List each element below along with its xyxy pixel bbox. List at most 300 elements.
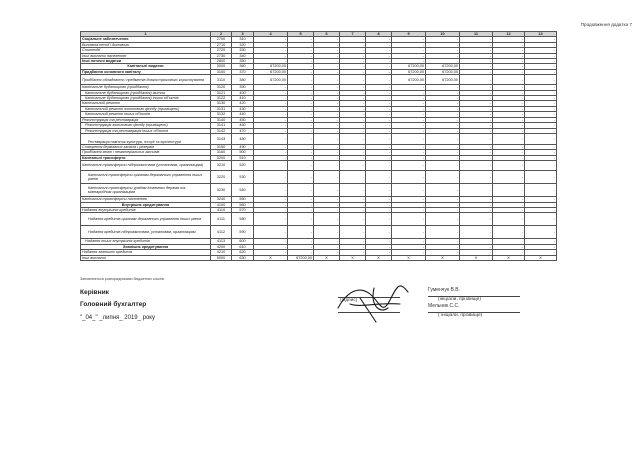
value-cell: - bbox=[254, 128, 288, 133]
header-cell: 12 bbox=[493, 32, 525, 37]
value-cell: - bbox=[460, 37, 493, 42]
row-code: 540 bbox=[232, 184, 254, 197]
value-cell: - bbox=[340, 42, 366, 47]
value-cell: - bbox=[288, 226, 314, 239]
value-cell: - bbox=[493, 53, 525, 58]
value-cell: - bbox=[525, 48, 557, 53]
kekv-code: 3110 bbox=[211, 75, 232, 85]
value-cell: - bbox=[366, 48, 392, 53]
value-cell: - bbox=[460, 53, 493, 58]
value-cell: - bbox=[493, 150, 525, 155]
value-cell: - bbox=[288, 207, 314, 212]
value-cell: - bbox=[254, 48, 288, 53]
value-cell: - bbox=[426, 37, 460, 42]
row-code: 610 bbox=[232, 244, 254, 249]
value-cell: - bbox=[426, 123, 460, 128]
kekv-code: 4110 bbox=[211, 207, 232, 212]
row-code: 310 bbox=[232, 37, 254, 42]
value-cell: - bbox=[426, 150, 460, 155]
value-cell: - bbox=[493, 123, 525, 128]
value-cell: - bbox=[340, 202, 366, 207]
value-cell: - bbox=[288, 53, 314, 58]
value-cell: - bbox=[288, 239, 314, 244]
row-label: Зовнішнє кредитування bbox=[81, 244, 211, 249]
value-cell: - bbox=[525, 101, 557, 106]
row-label: Реконструкція та реставрація bbox=[81, 117, 211, 122]
value-cell: - bbox=[254, 213, 288, 226]
kekv-code: 3142 bbox=[211, 128, 232, 133]
row-code: 620 bbox=[232, 250, 254, 255]
value-cell: - bbox=[340, 123, 366, 128]
head-name: Гуменчук В.В. bbox=[428, 287, 460, 293]
table-row bbox=[81, 226, 557, 239]
value-cell: - bbox=[426, 53, 460, 58]
value-cell: - bbox=[288, 128, 314, 133]
report-date: "_04_" _липня_ 2019_ року bbox=[80, 315, 155, 321]
value-cell: - bbox=[288, 150, 314, 155]
value-cell: - bbox=[340, 171, 366, 184]
kekv-code: 3160 bbox=[211, 150, 232, 155]
value-cell: - bbox=[314, 117, 340, 122]
kekv-code: 2710 bbox=[211, 42, 232, 47]
value-cell: 67200,00 bbox=[426, 69, 460, 74]
value-cell: - bbox=[525, 197, 557, 202]
value-cell: - bbox=[254, 117, 288, 122]
value-cell: - bbox=[493, 239, 525, 244]
value-cell: - bbox=[314, 85, 340, 90]
value-cell: - bbox=[392, 53, 426, 58]
header-cell: 10 bbox=[426, 32, 460, 37]
value-cell: - bbox=[392, 37, 426, 42]
value-cell: - bbox=[525, 161, 557, 171]
value-cell: - bbox=[525, 59, 557, 64]
value-cell: - bbox=[460, 184, 493, 197]
row-label: Капітальні трансферти bbox=[81, 155, 211, 160]
value-cell: - bbox=[392, 155, 426, 160]
value-cell: - bbox=[366, 85, 392, 90]
value-cell: - bbox=[314, 53, 340, 58]
value-cell: - bbox=[493, 96, 525, 101]
value-cell: - bbox=[254, 239, 288, 244]
row-code: 500 bbox=[232, 150, 254, 155]
kekv-code: 2800 bbox=[211, 59, 232, 64]
value-cell: - bbox=[525, 171, 557, 184]
value-cell: - bbox=[340, 75, 366, 85]
row-label: Надання інших внутрішніх кредитів bbox=[81, 239, 211, 244]
value-cell: - bbox=[426, 59, 460, 64]
value-cell: - bbox=[314, 202, 340, 207]
table-row bbox=[81, 75, 557, 85]
value-cell: X bbox=[426, 255, 460, 260]
value-cell: - bbox=[254, 150, 288, 155]
value-cell: - bbox=[366, 239, 392, 244]
value-cell: - bbox=[525, 239, 557, 244]
row-code: 350 bbox=[232, 59, 254, 64]
value-cell: - bbox=[426, 42, 460, 47]
value-cell: - bbox=[426, 250, 460, 255]
value-cell: - bbox=[314, 197, 340, 202]
value-cell: - bbox=[366, 53, 392, 58]
row-label: Інші виплати населенню bbox=[81, 53, 211, 58]
value-cell: - bbox=[366, 244, 392, 249]
value-cell: - bbox=[493, 106, 525, 111]
value-cell: - bbox=[288, 144, 314, 149]
value-cell: - bbox=[392, 171, 426, 184]
value-cell: - bbox=[426, 117, 460, 122]
value-cell: - bbox=[525, 53, 557, 58]
value-cell: - bbox=[366, 213, 392, 226]
row-code: 340 bbox=[232, 53, 254, 58]
value-cell: - bbox=[288, 197, 314, 202]
value-cell: - bbox=[314, 161, 340, 171]
value-cell: - bbox=[460, 207, 493, 212]
table-row bbox=[81, 255, 557, 260]
row-code: 590 bbox=[232, 226, 254, 239]
value-cell: - bbox=[525, 226, 557, 239]
value-cell: - bbox=[254, 59, 288, 64]
value-cell: - bbox=[460, 213, 493, 226]
value-cell: - bbox=[460, 69, 493, 74]
row-label: Інші виплати bbox=[81, 255, 211, 260]
header-cell: 9 bbox=[392, 32, 426, 37]
value-cell: - bbox=[340, 90, 366, 95]
row-label: Капітальні трансферти органам державного управління інших рівнів bbox=[81, 171, 211, 184]
value-cell: - bbox=[288, 250, 314, 255]
value-cell: - bbox=[366, 133, 392, 144]
row-label: Надання зовнішніх кредитів bbox=[81, 250, 211, 255]
value-cell: - bbox=[493, 128, 525, 133]
value-cell: - bbox=[366, 155, 392, 160]
value-cell: - bbox=[426, 112, 460, 117]
value-cell: - bbox=[366, 250, 392, 255]
value-cell: - bbox=[525, 213, 557, 226]
value-cell: - bbox=[493, 250, 525, 255]
value-cell: - bbox=[314, 96, 340, 101]
value-cell: - bbox=[426, 213, 460, 226]
signature-caption: (підпис) bbox=[340, 298, 358, 303]
value-cell: - bbox=[525, 117, 557, 122]
kekv-code: 3130 bbox=[211, 101, 232, 106]
value-cell: - bbox=[392, 48, 426, 53]
value-cell: X bbox=[460, 255, 493, 260]
value-cell: - bbox=[314, 101, 340, 106]
row-label: Внутрішнє кредитування bbox=[81, 202, 211, 207]
value-cell: - bbox=[426, 106, 460, 111]
value-cell: - bbox=[460, 155, 493, 160]
value-cell: - bbox=[493, 75, 525, 85]
value-cell: - bbox=[288, 90, 314, 95]
value-cell: - bbox=[288, 244, 314, 249]
row-label: Капітальне будівництво (придбання) житла bbox=[81, 90, 211, 95]
value-cell: - bbox=[366, 161, 392, 171]
value-cell: X bbox=[314, 255, 340, 260]
value-cell: - bbox=[314, 133, 340, 144]
value-cell: - bbox=[366, 64, 392, 69]
row-label: Капітальні трансферти населенню bbox=[81, 197, 211, 202]
value-cell: - bbox=[314, 171, 340, 184]
header-cell: 8 bbox=[366, 32, 392, 37]
value-cell: - bbox=[392, 226, 426, 239]
value-cell: - bbox=[493, 85, 525, 90]
row-code: 570 bbox=[232, 207, 254, 212]
table-row bbox=[81, 213, 557, 226]
accountant-name-caption: ( ініціали, прізвище) bbox=[438, 313, 483, 318]
value-cell: - bbox=[460, 144, 493, 149]
value-cell: - bbox=[493, 133, 525, 144]
value-cell: - bbox=[288, 59, 314, 64]
value-cell: - bbox=[525, 207, 557, 212]
value-cell: X bbox=[366, 255, 392, 260]
header-cell: 1 bbox=[81, 32, 211, 37]
value-cell: - bbox=[288, 75, 314, 85]
row-code: 450 bbox=[232, 117, 254, 122]
value-cell: X bbox=[525, 255, 557, 260]
value-cell: - bbox=[392, 202, 426, 207]
value-cell: - bbox=[288, 101, 314, 106]
value-cell: - bbox=[426, 128, 460, 133]
value-cell: - bbox=[340, 244, 366, 249]
value-cell: - bbox=[288, 161, 314, 171]
value-cell: - bbox=[392, 112, 426, 117]
value-cell: - bbox=[288, 213, 314, 226]
row-code: 360 bbox=[232, 64, 254, 69]
value-cell: - bbox=[340, 96, 366, 101]
value-cell: - bbox=[314, 48, 340, 53]
row-label: Реконструкція житлового фонду (приміщень) bbox=[81, 123, 211, 128]
value-cell: - bbox=[314, 90, 340, 95]
value-cell: - bbox=[392, 184, 426, 197]
value-cell: - bbox=[366, 202, 392, 207]
value-cell: - bbox=[460, 123, 493, 128]
accountant-name: Мельник С.С. bbox=[428, 303, 460, 309]
value-cell: - bbox=[340, 128, 366, 133]
value-cell: - bbox=[288, 106, 314, 111]
value-cell: - bbox=[392, 244, 426, 249]
value-cell: - bbox=[340, 64, 366, 69]
value-cell: - bbox=[254, 37, 288, 42]
value-cell: - bbox=[493, 171, 525, 184]
row-code: 420 bbox=[232, 101, 254, 106]
value-cell: - bbox=[460, 112, 493, 117]
value-cell: - bbox=[314, 69, 340, 74]
value-cell: - bbox=[254, 155, 288, 160]
header-cell: 7 bbox=[340, 32, 366, 37]
value-cell: - bbox=[392, 90, 426, 95]
row-label: Капітальне будівництво (придбання) bbox=[81, 85, 211, 90]
row-label: Придбання основного капіталу bbox=[81, 69, 211, 74]
value-cell: - bbox=[340, 112, 366, 117]
value-cell: - bbox=[525, 112, 557, 117]
value-cell: - bbox=[366, 144, 392, 149]
value-cell: - bbox=[525, 128, 557, 133]
kekv-code: 4111 bbox=[211, 213, 232, 226]
kekv-code: 3140 bbox=[211, 117, 232, 122]
header-cell: 6 bbox=[314, 32, 340, 37]
row-code: 630 bbox=[232, 255, 254, 260]
value-cell: - bbox=[426, 244, 460, 249]
value-cell: - bbox=[525, 37, 557, 42]
row-label: Капітальні трансферти підприємствам (установам, організаціям) bbox=[81, 161, 211, 171]
table-row bbox=[81, 171, 557, 184]
value-cell: - bbox=[493, 48, 525, 53]
value-cell: - bbox=[340, 184, 366, 197]
value-cell: - bbox=[366, 197, 392, 202]
value-cell: - bbox=[460, 239, 493, 244]
handwritten-signature bbox=[330, 278, 420, 328]
value-cell: - bbox=[288, 133, 314, 144]
value-cell: - bbox=[460, 150, 493, 155]
value-cell: - bbox=[340, 250, 366, 255]
value-cell: - bbox=[525, 133, 557, 144]
kekv-code: 3240 bbox=[211, 197, 232, 202]
value-cell: - bbox=[314, 37, 340, 42]
value-cell: - bbox=[314, 184, 340, 197]
value-cell: - bbox=[525, 244, 557, 249]
value-cell: - bbox=[392, 42, 426, 47]
value-cell: - bbox=[288, 42, 314, 47]
table-row bbox=[81, 161, 557, 171]
header-cell: 3 bbox=[232, 32, 254, 37]
value-cell: - bbox=[314, 239, 340, 244]
row-label: Соціальне забезпечення bbox=[81, 37, 211, 42]
kekv-code: 3220 bbox=[211, 171, 232, 184]
value-cell: - bbox=[314, 213, 340, 226]
value-cell: - bbox=[288, 85, 314, 90]
value-cell: - bbox=[525, 184, 557, 197]
row-code: 320 bbox=[232, 42, 254, 47]
value-cell: 67200,00 bbox=[392, 75, 426, 85]
row-code: 470 bbox=[232, 128, 254, 133]
kekv-code: 3141 bbox=[211, 123, 232, 128]
value-cell: - bbox=[460, 96, 493, 101]
value-cell: - bbox=[525, 123, 557, 128]
value-cell: - bbox=[525, 69, 557, 74]
row-label: Капітальні видатки bbox=[81, 64, 211, 69]
value-cell: - bbox=[525, 64, 557, 69]
row-label: Надання кредитів органам державного управління інших рівнів bbox=[81, 213, 211, 226]
kekv-code: 5000 bbox=[211, 255, 232, 260]
value-cell: - bbox=[525, 75, 557, 85]
value-cell: - bbox=[288, 202, 314, 207]
value-cell: - bbox=[460, 250, 493, 255]
value-cell: - bbox=[288, 171, 314, 184]
value-cell: - bbox=[366, 123, 392, 128]
value-cell: - bbox=[493, 155, 525, 160]
value-cell: - bbox=[366, 112, 392, 117]
value-cell: - bbox=[392, 197, 426, 202]
value-cell: - bbox=[254, 112, 288, 117]
value-cell: - bbox=[525, 42, 557, 47]
row-code: 560 bbox=[232, 202, 254, 207]
header-cell: 11 bbox=[460, 32, 493, 37]
table-row bbox=[81, 184, 557, 197]
table-row bbox=[81, 133, 557, 144]
value-cell: - bbox=[493, 42, 525, 47]
value-cell: 67200,00 bbox=[392, 64, 426, 69]
value-cell: - bbox=[426, 197, 460, 202]
value-cell: - bbox=[366, 59, 392, 64]
value-cell: - bbox=[426, 161, 460, 171]
row-label: Придбання обладнання і предметів довгострокового користування bbox=[81, 75, 211, 85]
kekv-code: 3150 bbox=[211, 144, 232, 149]
value-cell: - bbox=[314, 106, 340, 111]
chief-accountant-title: Головний бухгалтер bbox=[80, 301, 147, 308]
value-cell: - bbox=[525, 250, 557, 255]
value-cell: - bbox=[426, 155, 460, 160]
value-cell: - bbox=[314, 123, 340, 128]
value-cell: X bbox=[254, 255, 288, 260]
header-cell: 13 bbox=[525, 32, 557, 37]
value-cell: - bbox=[366, 226, 392, 239]
header-cell: 4 bbox=[254, 32, 288, 37]
value-cell: - bbox=[340, 144, 366, 149]
value-cell: - bbox=[460, 64, 493, 69]
value-cell: - bbox=[254, 207, 288, 212]
value-cell: - bbox=[366, 96, 392, 101]
value-cell: - bbox=[340, 53, 366, 58]
value-cell: - bbox=[392, 250, 426, 255]
value-cell: - bbox=[340, 37, 366, 42]
header-cell: 2 bbox=[211, 32, 232, 37]
kekv-code: 2730 bbox=[211, 53, 232, 58]
value-cell: - bbox=[254, 197, 288, 202]
value-cell: - bbox=[314, 207, 340, 212]
value-cell: - bbox=[340, 161, 366, 171]
row-code: 400 bbox=[232, 90, 254, 95]
kekv-code: 3131 bbox=[211, 106, 232, 111]
kekv-code: 3143 bbox=[211, 133, 232, 144]
value-cell: - bbox=[460, 42, 493, 47]
value-cell: - bbox=[254, 226, 288, 239]
value-cell: - bbox=[460, 226, 493, 239]
value-cell: - bbox=[340, 133, 366, 144]
value-cell: - bbox=[314, 112, 340, 117]
row-label: Створення державних запасів і резервів bbox=[81, 144, 211, 149]
value-cell: - bbox=[460, 90, 493, 95]
value-cell: - bbox=[460, 85, 493, 90]
value-cell: - bbox=[493, 207, 525, 212]
value-cell: - bbox=[340, 48, 366, 53]
value-cell: - bbox=[493, 37, 525, 42]
value-cell: - bbox=[314, 59, 340, 64]
value-cell: - bbox=[426, 226, 460, 239]
row-code: 430 bbox=[232, 106, 254, 111]
value-cell: - bbox=[254, 53, 288, 58]
value-cell: - bbox=[340, 155, 366, 160]
value-cell: - bbox=[288, 117, 314, 122]
row-label: Інші поточні видатки bbox=[81, 59, 211, 64]
kekv-code: 4113 bbox=[211, 239, 232, 244]
value-cell: - bbox=[493, 202, 525, 207]
value-cell: - bbox=[392, 59, 426, 64]
value-cell: - bbox=[426, 144, 460, 149]
value-cell: - bbox=[493, 197, 525, 202]
kekv-code: 3132 bbox=[211, 112, 232, 117]
value-cell: - bbox=[426, 207, 460, 212]
value-cell: - bbox=[392, 117, 426, 122]
value-cell: - bbox=[392, 144, 426, 149]
row-code: 440 bbox=[232, 112, 254, 117]
value-cell: - bbox=[366, 90, 392, 95]
value-cell: - bbox=[254, 101, 288, 106]
value-cell: - bbox=[392, 85, 426, 90]
value-cell: - bbox=[493, 213, 525, 226]
value-cell: 67200,00 bbox=[426, 75, 460, 85]
value-cell: - bbox=[288, 155, 314, 160]
value-cell: - bbox=[426, 133, 460, 144]
value-cell: - bbox=[525, 106, 557, 111]
value-cell: - bbox=[366, 69, 392, 74]
